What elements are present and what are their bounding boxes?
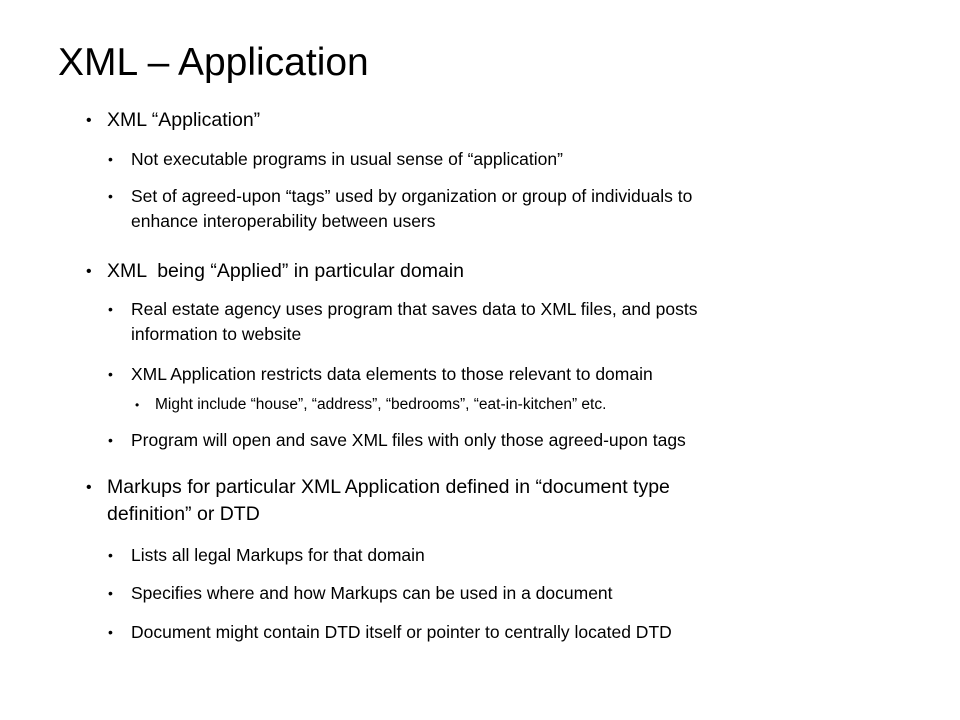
bullet-xml-being-applied xyxy=(86,258,464,285)
bullet-text: Might include “house”, “address”, “bedrooms”, “eat-in-kitchen” etc. xyxy=(155,396,607,413)
subbullet-not-executable xyxy=(108,147,563,172)
bullet-text: Program will open and save XML files with only those agreed-upon tags xyxy=(131,430,686,450)
bullet-text: Specifies where and how Markups can be used in a document xyxy=(131,583,613,603)
bullet-text-line1: Set of agreed-upon “tags” used by organization or group of individuals to xyxy=(131,186,693,206)
bullet-icon: • xyxy=(86,479,92,496)
bullet-markups-dtd xyxy=(86,474,670,528)
bullet-icon: • xyxy=(108,151,113,167)
bullet-text-line2: information to website xyxy=(131,324,302,344)
subbullet-document-might-contain xyxy=(108,620,672,645)
subbullet-lists-legal-markups xyxy=(108,543,425,568)
bullet-text-line2: enhance interoperability between users xyxy=(131,211,436,231)
subsubbullet-might-include xyxy=(135,394,607,416)
bullet-text: XML Application restricts data elements to those relevant to domain xyxy=(131,364,653,384)
bullet-text: Lists all legal Markups for that domain xyxy=(131,545,425,565)
bullet-icon: • xyxy=(135,398,140,412)
bullet-icon: • xyxy=(108,547,113,563)
bullet-icon: • xyxy=(108,432,113,448)
bullet-text: XML being “Applied” in particular domain xyxy=(107,260,464,282)
slide-title: XML – Application xyxy=(58,41,369,84)
subbullet-agreed-upon-tags xyxy=(108,184,693,234)
bullet-icon: • xyxy=(108,188,113,204)
subbullet-specifies-where xyxy=(108,581,613,606)
bullet-icon: • xyxy=(86,112,92,129)
bullet-text-line1: Real estate agency uses program that saves data to XML files, and posts xyxy=(131,299,698,319)
bullet-icon: • xyxy=(108,301,113,317)
subbullet-real-estate xyxy=(108,297,698,347)
bullet-icon: • xyxy=(108,366,113,382)
subbullet-restricts-elements xyxy=(108,362,653,387)
bullet-text-line1: Markups for particular XML Application defined in “document type xyxy=(107,476,670,498)
bullet-text: Document might contain DTD itself or pointer to centrally located DTD xyxy=(131,622,672,642)
bullet-icon: • xyxy=(108,624,113,640)
bullet-text-line2: definition” or DTD xyxy=(107,503,260,525)
bullet-icon: • xyxy=(108,585,113,601)
bullet-xml-application xyxy=(86,107,261,134)
bullet-icon: • xyxy=(86,263,92,280)
bullet-text: XML “Application” xyxy=(107,109,261,131)
bullet-text: Not executable programs in usual sense of “application” xyxy=(131,149,563,169)
subbullet-program-will-open xyxy=(108,428,686,453)
